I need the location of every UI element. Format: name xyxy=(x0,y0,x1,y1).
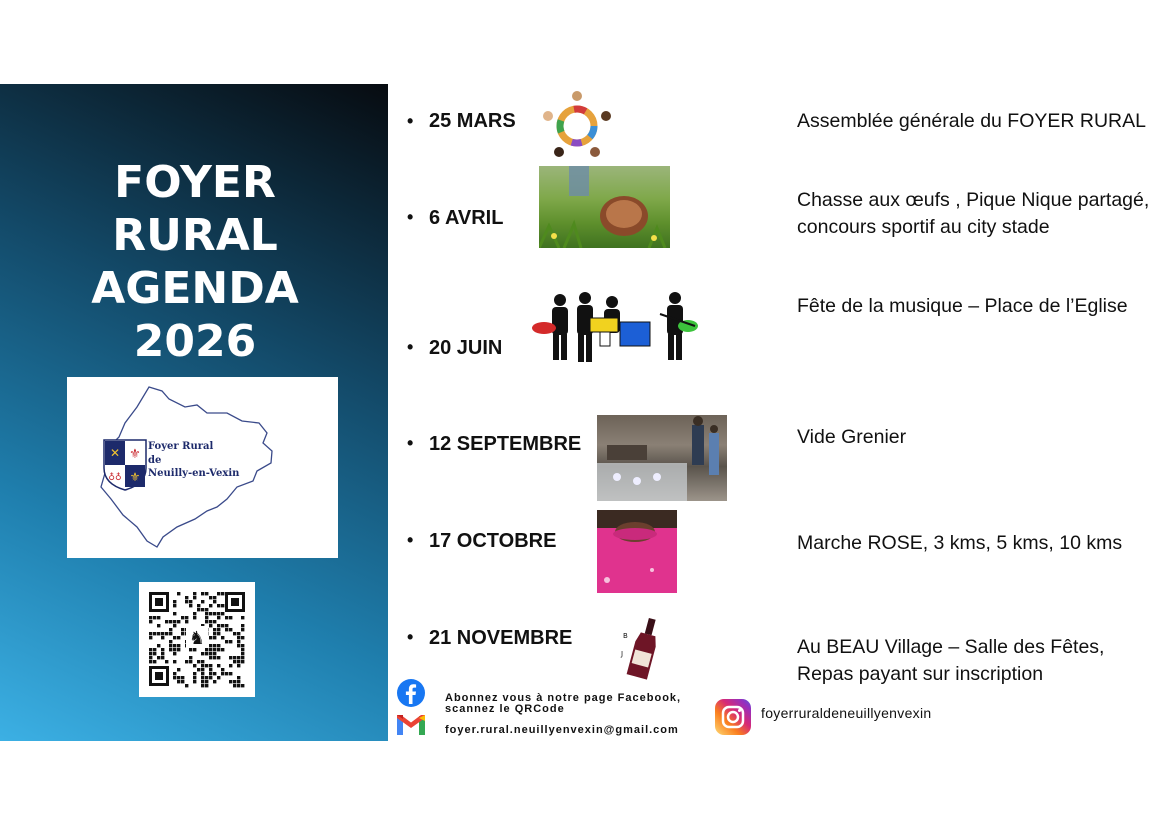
title-line: AGENDA xyxy=(91,263,299,314)
event-description: Marche ROSE, 3 kms, 5 kms, 10 kms xyxy=(797,532,1123,554)
svg-text:⚜: ⚜ xyxy=(129,470,141,484)
bullet: • xyxy=(407,530,414,550)
pink-shirt-photo xyxy=(597,510,677,593)
event-date: 17 OCTOBRE xyxy=(429,530,557,552)
svg-text:✕: ✕ xyxy=(109,446,121,460)
qr-code[interactable] xyxy=(139,582,255,697)
email-address[interactable]: foyer.rural.neuillyenvexin@gmail.com xyxy=(445,724,679,736)
event-description: Assemblée générale du FOYER RURAL xyxy=(797,110,1146,132)
event-date: 21 NOVEMBRE xyxy=(429,627,573,649)
title-line: FOYER xyxy=(114,157,276,208)
event-description: Au BEAU Village – Salle des Fêtes, Repas payant sur inscription xyxy=(797,636,1105,685)
logo-text: Foyer Rural xyxy=(148,441,214,452)
wine-bottle-icon xyxy=(617,616,672,681)
instagram-icon[interactable] xyxy=(714,698,752,736)
logo-text: de xyxy=(148,455,162,466)
event-date: 6 AVRIL xyxy=(429,207,504,229)
sidebar xyxy=(0,84,388,741)
foyer-rural-logo xyxy=(67,377,338,558)
bullet: • xyxy=(407,207,414,227)
bullet: • xyxy=(407,627,414,647)
band-silhouette xyxy=(530,290,700,365)
event-description: Chasse aux œufs , Pique Nique partagé, concours sportif au city stade xyxy=(797,189,1150,238)
svg-text:⚜: ⚜ xyxy=(129,447,141,462)
page-title xyxy=(40,156,350,368)
title-line: RURAL xyxy=(112,210,278,261)
svg-text:♞: ♞ xyxy=(188,628,206,649)
people-circle-icon xyxy=(538,90,616,160)
event-date: 12 SEPTEMBRE xyxy=(429,433,582,455)
svg-text:♁♁: ♁♁ xyxy=(108,473,122,483)
bullet: • xyxy=(407,337,414,357)
title-line: 2026 xyxy=(133,316,257,367)
flea-market-photo xyxy=(597,415,727,501)
logo-text: Neuilly-en-Vexin xyxy=(148,468,240,479)
gmail-icon[interactable] xyxy=(396,713,426,737)
facebook-icon[interactable] xyxy=(396,678,426,708)
event-date: 20 JUIN xyxy=(429,337,503,359)
instagram-handle[interactable]: foyerruraldeneuillyenvexin xyxy=(761,705,932,721)
svg-text:B: B xyxy=(623,632,628,640)
svg-text:J: J xyxy=(621,650,624,658)
easter-egg-photo xyxy=(539,166,670,248)
facebook-text: Abonnez vous à notre page Facebook, scannez le QRCode xyxy=(445,692,682,715)
event-description: Fête de la musique – Place de l’Eglise xyxy=(797,295,1128,317)
event-date: 25 MARS xyxy=(429,110,516,132)
bullet: • xyxy=(407,111,414,131)
event-description: Vide Grenier xyxy=(797,426,907,448)
bullet: • xyxy=(407,433,414,453)
